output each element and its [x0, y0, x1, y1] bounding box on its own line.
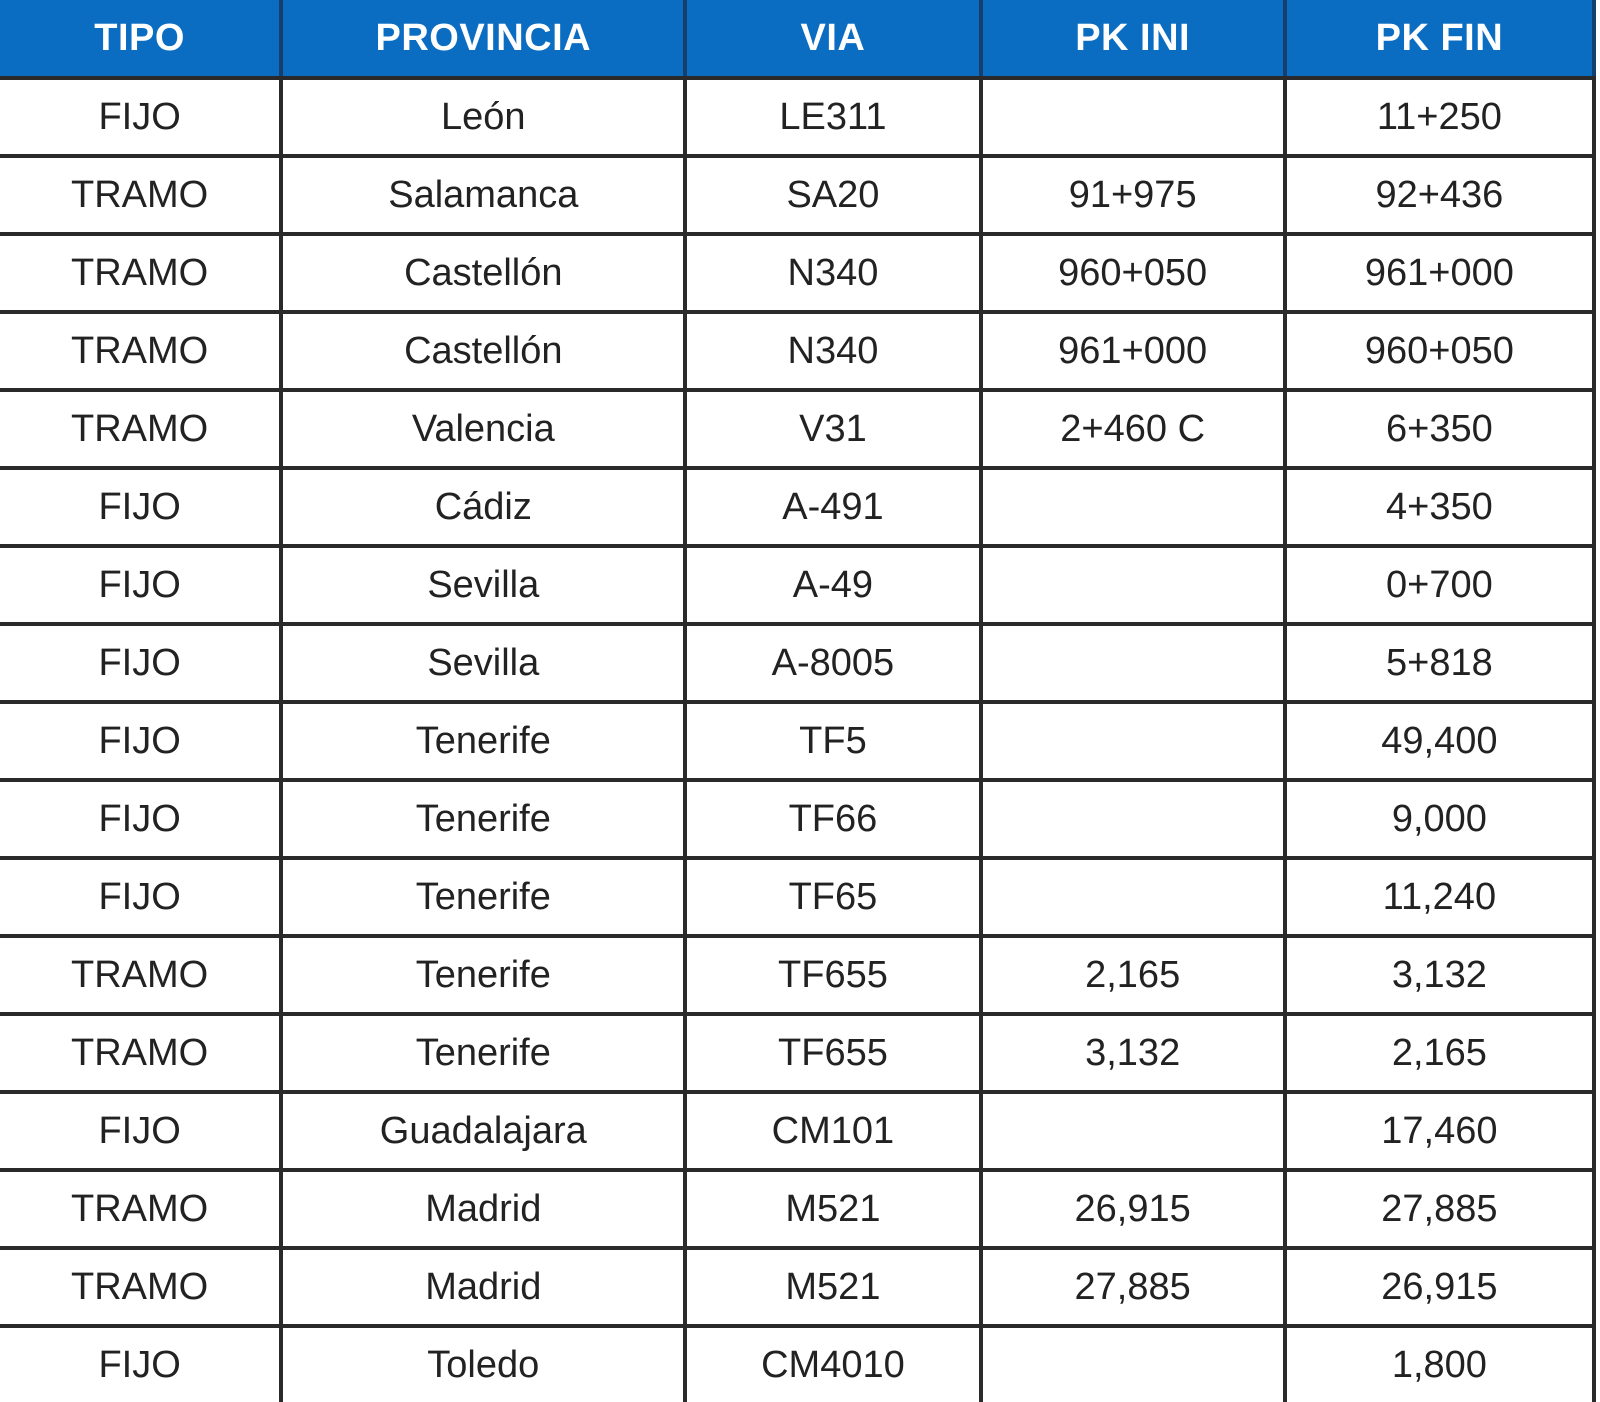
cell-via: CM101	[685, 1092, 980, 1170]
cell-provincia: Castellón	[281, 312, 685, 390]
cell-tipo: TRAMO	[0, 312, 281, 390]
cell-pk-fin: 26,915	[1285, 1248, 1594, 1326]
cell-tipo: TRAMO	[0, 234, 281, 312]
table-row	[0, 78, 1594, 156]
cell-pk-ini: 3,132	[981, 1014, 1285, 1092]
table-row	[0, 936, 1594, 1014]
table-row	[0, 156, 1594, 234]
column-header-pk-ini: PK INI	[981, 0, 1285, 78]
cell-via: M521	[685, 1170, 980, 1248]
cell-provincia: Sevilla	[281, 624, 685, 702]
cell-tipo: TRAMO	[0, 1170, 281, 1248]
table-row	[0, 1248, 1594, 1326]
cell-provincia: León	[281, 78, 685, 156]
cell-tipo: TRAMO	[0, 1014, 281, 1092]
cell-pk-fin: 2,165	[1285, 1014, 1594, 1092]
cell-tipo: FIJO	[0, 78, 281, 156]
cell-pk-ini: 27,885	[981, 1248, 1285, 1326]
table-row	[0, 546, 1594, 624]
cell-pk-ini	[981, 780, 1285, 858]
table-row	[0, 390, 1594, 468]
cell-pk-ini: 2+460 C	[981, 390, 1285, 468]
cell-via: A-49	[685, 546, 980, 624]
cell-tipo: TRAMO	[0, 390, 281, 468]
cell-via: N340	[685, 234, 980, 312]
table-row	[0, 1170, 1594, 1248]
cell-pk-ini	[981, 546, 1285, 624]
column-header-via: VIA	[685, 0, 980, 78]
cell-tipo: FIJO	[0, 624, 281, 702]
table-row	[0, 780, 1594, 858]
cell-provincia: Tenerife	[281, 858, 685, 936]
cell-tipo: FIJO	[0, 702, 281, 780]
cell-provincia: Tenerife	[281, 936, 685, 1014]
cell-pk-ini: 26,915	[981, 1170, 1285, 1248]
table-row	[0, 624, 1594, 702]
cell-pk-ini	[981, 624, 1285, 702]
cell-tipo: FIJO	[0, 468, 281, 546]
table-row	[0, 1092, 1594, 1170]
cell-tipo: TRAMO	[0, 156, 281, 234]
cell-pk-fin: 960+050	[1285, 312, 1594, 390]
cell-tipo: FIJO	[0, 546, 281, 624]
cell-provincia: Tenerife	[281, 780, 685, 858]
cell-tipo: FIJO	[0, 780, 281, 858]
table-row	[0, 312, 1594, 390]
cell-pk-fin: 17,460	[1285, 1092, 1594, 1170]
cell-pk-fin: 1,800	[1285, 1326, 1594, 1402]
header-row	[0, 0, 1594, 78]
cell-provincia: Castellón	[281, 234, 685, 312]
cell-provincia: Madrid	[281, 1170, 685, 1248]
cell-provincia: Toledo	[281, 1326, 685, 1402]
cell-provincia: Salamanca	[281, 156, 685, 234]
cell-provincia: Valencia	[281, 390, 685, 468]
cell-provincia: Madrid	[281, 1248, 685, 1326]
column-header-provincia: PROVINCIA	[281, 0, 685, 78]
table-header	[0, 0, 1594, 78]
table-row	[0, 1326, 1594, 1402]
cell-pk-fin: 11,240	[1285, 858, 1594, 936]
cell-tipo: TRAMO	[0, 936, 281, 1014]
cell-tipo: FIJO	[0, 1092, 281, 1170]
cell-via: TF66	[685, 780, 980, 858]
cell-pk-ini	[981, 1326, 1285, 1402]
cell-pk-ini: 2,165	[981, 936, 1285, 1014]
table-row	[0, 858, 1594, 936]
cell-pk-fin: 0+700	[1285, 546, 1594, 624]
cell-via: M521	[685, 1248, 980, 1326]
table-body	[0, 78, 1594, 1402]
cell-tipo: FIJO	[0, 1326, 281, 1402]
cell-pk-ini: 91+975	[981, 156, 1285, 234]
column-header-pk-fin: PK FIN	[1285, 0, 1594, 78]
cell-via: SA20	[685, 156, 980, 234]
cell-provincia: Guadalajara	[281, 1092, 685, 1170]
cell-pk-fin: 5+818	[1285, 624, 1594, 702]
cell-pk-fin: 9,000	[1285, 780, 1594, 858]
cell-via: TF5	[685, 702, 980, 780]
cell-pk-fin: 4+350	[1285, 468, 1594, 546]
cell-pk-ini	[981, 858, 1285, 936]
cell-tipo: TRAMO	[0, 1248, 281, 1326]
cell-tipo: FIJO	[0, 858, 281, 936]
column-header-tipo: TIPO	[0, 0, 281, 78]
cell-pk-fin: 27,885	[1285, 1170, 1594, 1248]
cell-via: TF655	[685, 1014, 980, 1092]
cell-via: TF655	[685, 936, 980, 1014]
cell-provincia: Cádiz	[281, 468, 685, 546]
table-row	[0, 234, 1594, 312]
table-row	[0, 702, 1594, 780]
table-row	[0, 1014, 1594, 1092]
cell-pk-ini	[981, 1092, 1285, 1170]
cell-pk-ini: 961+000	[981, 312, 1285, 390]
cell-pk-fin: 3,132	[1285, 936, 1594, 1014]
cell-pk-fin: 49,400	[1285, 702, 1594, 780]
cell-via: TF65	[685, 858, 980, 936]
table-row	[0, 468, 1594, 546]
cell-pk-fin: 11+250	[1285, 78, 1594, 156]
cell-provincia: Sevilla	[281, 546, 685, 624]
cell-pk-fin: 6+350	[1285, 390, 1594, 468]
cell-pk-fin: 961+000	[1285, 234, 1594, 312]
cell-pk-ini	[981, 78, 1285, 156]
cell-via: LE311	[685, 78, 980, 156]
cell-pk-fin: 92+436	[1285, 156, 1594, 234]
cell-via: N340	[685, 312, 980, 390]
cell-provincia: Tenerife	[281, 702, 685, 780]
cell-provincia: Tenerife	[281, 1014, 685, 1092]
cell-via: A-491	[685, 468, 980, 546]
cell-via: CM4010	[685, 1326, 980, 1402]
cell-via: V31	[685, 390, 980, 468]
cell-via: A-8005	[685, 624, 980, 702]
cell-pk-ini: 960+050	[981, 234, 1285, 312]
cell-pk-ini	[981, 702, 1285, 780]
cell-pk-ini	[981, 468, 1285, 546]
